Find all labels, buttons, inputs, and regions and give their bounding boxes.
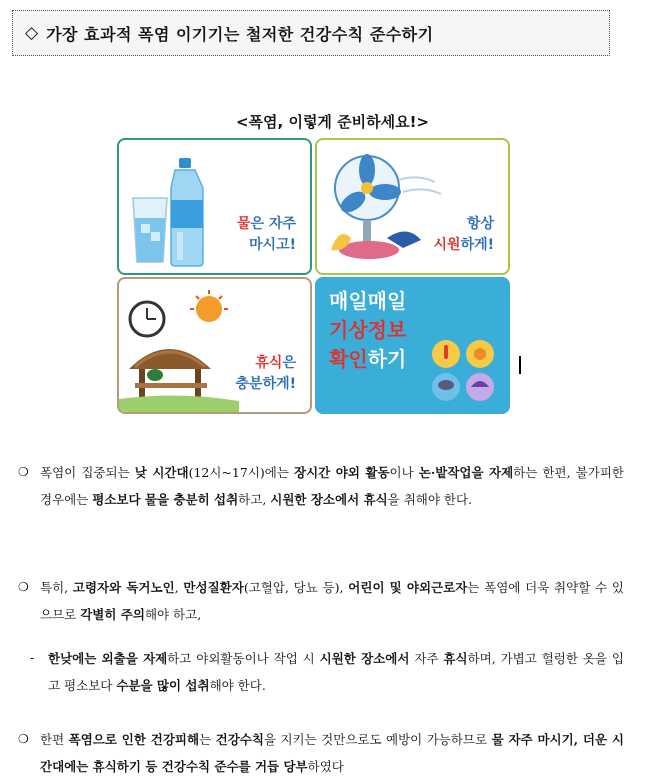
body-text: 는 [199,732,216,747]
body-text: 는 폭염에 더욱 취약할 수 있으므로 [40,580,624,622]
emphasized-text: 건강수칙 [215,732,264,747]
panel1-line2: 마시고! [249,237,296,253]
body-text: , [174,580,184,595]
bullet-icon: ❍ [18,465,29,479]
emphasized-text: 폭염으로 인한 건강피해 [68,732,200,747]
panel2-line2: 하게! [460,237,494,253]
body-text: (12시~17시)에는 [188,465,295,480]
panel3-line1: 은 [282,355,296,371]
emphasized-text: 고령자와 독거노인 [72,580,175,595]
body-text: 이나 [389,465,419,480]
body-text: (고혈압, 당뇨 등), [243,580,349,595]
section-title: 가장 효과적 폭염 이기기는 철저한 건강수칙 준수하기 [46,24,434,44]
panel4-line3-rest: 하기 [367,347,407,371]
emphasized-text: 평소보다 물을 충분히 섭취 [92,492,239,507]
water-word: 물 [237,216,251,232]
body-text: 한편 [40,732,69,747]
body-text: 하고, [238,492,271,507]
body-text: 하고 야외활동이나 작업 시 [167,651,320,666]
panel4-line2: 기상정보 [329,318,407,342]
poster-title: <폭염, 이렇게 준비하세요!> [235,113,430,131]
emphasized-text: 시원한 장소에서 [319,651,410,666]
panel4-line3-red: 확인 [329,347,368,371]
panel3-line2: 충분하게! [235,376,296,392]
body-text: 하는 한편, 불가피한 경우에는 [40,465,625,507]
paragraph-vulnerable [18,574,624,628]
panel1-text [237,214,296,256]
cool-word: 시원 [433,237,461,253]
emphasized-text: 어린이 및 야외근로자 [348,580,468,595]
text-cursor [519,356,521,374]
panel-rest [117,277,312,414]
panel4-line1: 매일매일 [329,289,407,313]
emphasized-text: 한낮에는 외출을 자제 [48,651,168,666]
section-title-box [12,10,610,56]
body-text: 해야 한다. [209,678,266,693]
paragraph-body [40,574,624,628]
dash-marker: - [30,651,35,665]
body-text: 을 지키는 것만으로도 예방이 가능하므로 [263,732,492,747]
body-text: 을 취해야 한다. [387,492,473,507]
body-text: 하며, 가볍고 헐렁한 옷을 입고 평소보다 [48,651,624,693]
panel-check-weather [315,277,510,414]
paragraph-body [48,645,624,699]
panel1-line1: 은 자주 [250,216,296,232]
bullet-icon: ❍ [18,732,29,746]
diamond-marker: ◇ [25,23,39,43]
emphasized-text: 만성질환자 [183,580,244,595]
paragraph-daytime [18,459,624,513]
bullet-icon: ❍ [18,580,29,594]
body-text: 특히, [40,580,73,595]
body-text: 자주 [409,651,444,666]
body-text: 하였다 [307,759,344,774]
emphasized-text: 수분을 많이 섭취 [116,678,210,693]
emphasized-text: 휴식 [443,651,468,666]
emphasized-text: 낮 시간대 [134,465,189,480]
panel3-text [236,353,296,395]
body-text: 폭염이 집중되는 [40,465,135,480]
panel2-text [434,214,495,256]
panel-stay-cool [315,138,510,275]
body-text: 해야 하고, [144,607,202,622]
paragraph-midday [30,645,624,699]
emphasized-text: 시원한 장소에서 휴식 [270,492,388,507]
emphasized-text: 논·밭작업을 자제 [418,465,514,480]
paragraph-prevention [18,726,624,780]
paragraph-body [40,726,624,780]
emphasized-text: 물 자주 마시기, 더운 시간대에는 휴식하기 등 건강수칙 준수를 거듭 당부 [40,732,624,774]
paragraph-body [40,459,624,513]
rest-word: 휴식 [255,355,283,371]
panel-drink-water [117,138,312,275]
emphasized-text: 각별히 주의 [80,607,145,622]
panel2-line1: 항상 [466,216,494,232]
weather-icons [315,277,510,414]
emphasized-text: 장시간 야외 활동 [294,465,390,480]
